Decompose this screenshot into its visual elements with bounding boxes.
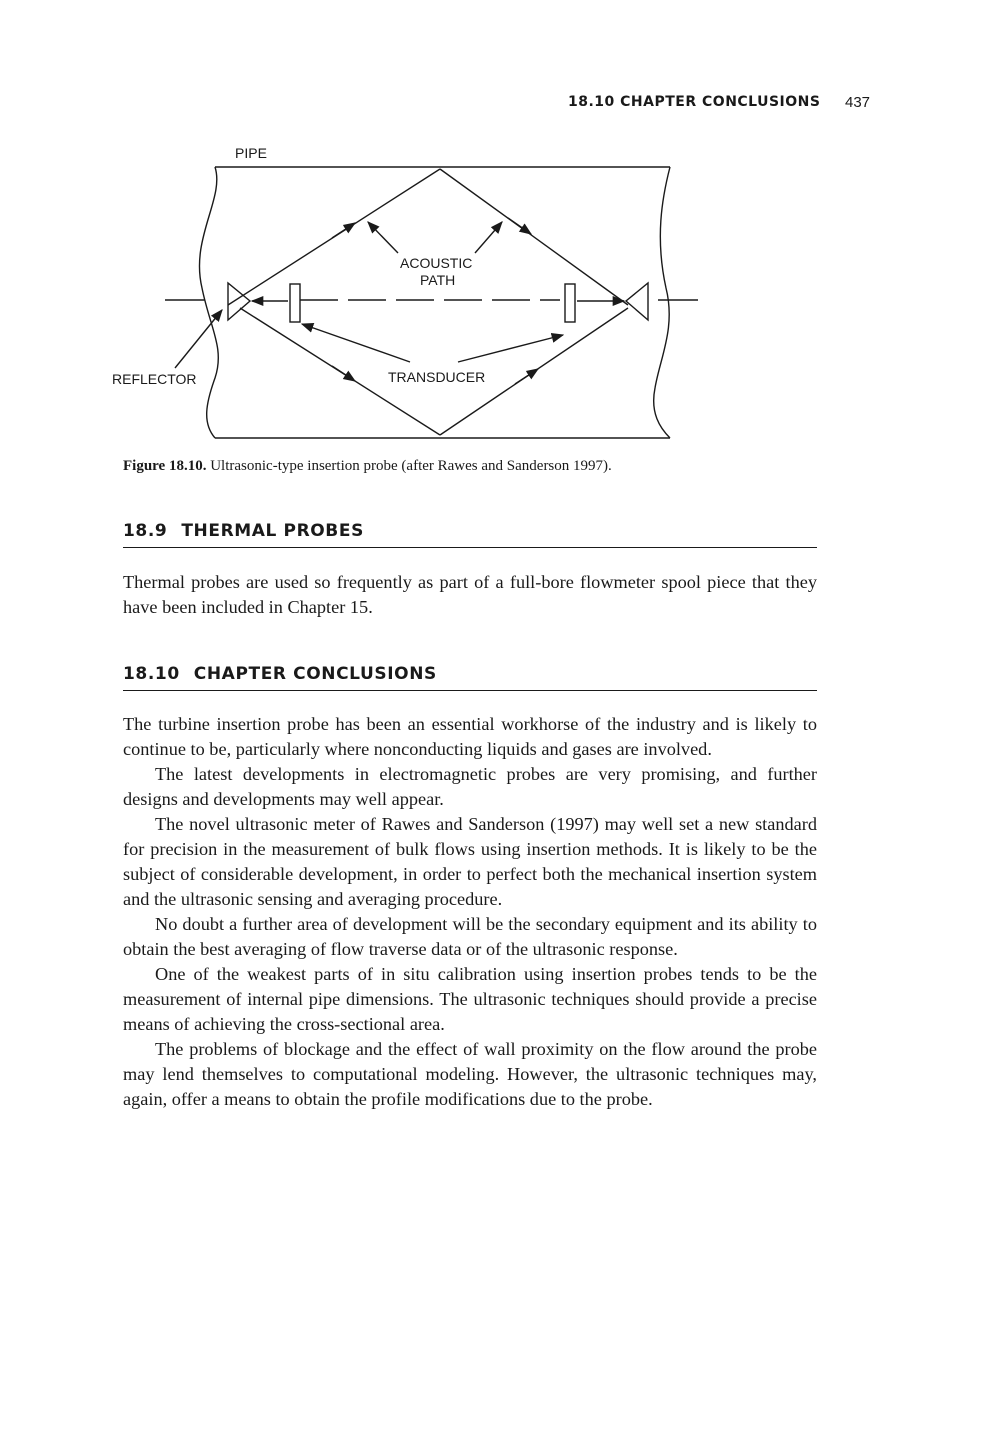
paragraph: One of the weakest parts of in situ calibration using insertion probes tends to be the measurement of internal pipe dimensions. The ultrasonic techniques should provide a precise means of achieving the cross-sectional area. <box>123 964 817 1034</box>
transducer-right <box>565 284 575 322</box>
paragraph: Thermal probes are used so frequently as part of a full-bore flowmeter spool piece that they have been included in Chapter 15. <box>123 572 817 617</box>
paragraph: The turbine insertion probe has been an essential workhorse of the industry and is likely to continue to be, particularly where nonconducting liquids and gases are involved. <box>123 714 817 759</box>
section-title: CHAPTER CONCLUSIONS <box>193 664 437 684</box>
section-body-chapter-conclusions <box>123 712 817 1112</box>
section-heading-thermal-probes <box>123 521 817 548</box>
running-head <box>0 94 1008 114</box>
arrow-lower-right <box>515 369 538 384</box>
section-body-thermal-probes <box>123 570 817 620</box>
pipe-break-right <box>654 167 670 438</box>
transducer-leader-right <box>458 335 563 362</box>
paragraph: The novel ultrasonic meter of Rawes and Sanderson (1997) may well set a new standard for precision in the measurement of bulk flows using insertion methods. It is likely to be the subject of considerable development, in order to perfect both the mechanical insertion system and the ultrasonic sensing and averaging procedure. <box>123 814 817 909</box>
acoustic-leader-right <box>475 222 502 253</box>
page-number: 437 <box>845 94 871 111</box>
reflector-leader <box>175 310 222 368</box>
transducer-left <box>290 284 300 322</box>
section-title: THERMAL PROBES <box>181 521 364 541</box>
arrow-upper-right <box>508 218 531 234</box>
reflector-right <box>626 283 648 320</box>
caption-label: Figure 18.10. <box>123 458 207 474</box>
figure-ultrasonic-probe <box>110 138 710 448</box>
caption-text: Ultrasonic-type insertion probe (after Rawes and Sanderson 1997). <box>210 458 612 474</box>
arrow-upper-left <box>332 223 355 238</box>
pipe-break-left <box>199 167 218 438</box>
arrow-lower-left <box>332 366 355 381</box>
acoustic-path-upper-right <box>440 169 628 305</box>
label-reflector: REFLECTOR <box>112 371 197 387</box>
label-acoustic: ACOUSTIC <box>400 255 473 271</box>
label-path: PATH <box>420 272 456 288</box>
section-heading-chapter-conclusions <box>123 664 817 691</box>
ultrasonic-probe-diagram <box>110 138 710 448</box>
label-pipe: PIPE <box>235 145 267 161</box>
label-transducer: TRANSDUCER <box>388 369 486 385</box>
section-number: 18.9 <box>123 521 168 541</box>
running-title: 18.10 CHAPTER CONCLUSIONS <box>568 94 821 110</box>
paragraph: No doubt a further area of development will be the secondary equipment and its ability to obtain the best averaging of flow traverse data or of the ultrasonic response. <box>123 914 817 959</box>
figure-caption <box>123 458 823 475</box>
paragraph: The problems of blockage and the effect of wall proximity on the flow around the probe may lend themselves to computational modeling. However, the ultrasonic techniques may, again, offer a means to obtain the profile modifications due to the probe. <box>123 1039 817 1109</box>
paragraph: The latest developments in electromagnetic probes are very promising, and further designs and developments may well appear. <box>123 764 817 809</box>
section-number: 18.10 <box>123 664 180 684</box>
transducer-leader-left <box>302 324 410 362</box>
reflector-left <box>228 283 250 320</box>
acoustic-leader-left <box>368 222 398 253</box>
